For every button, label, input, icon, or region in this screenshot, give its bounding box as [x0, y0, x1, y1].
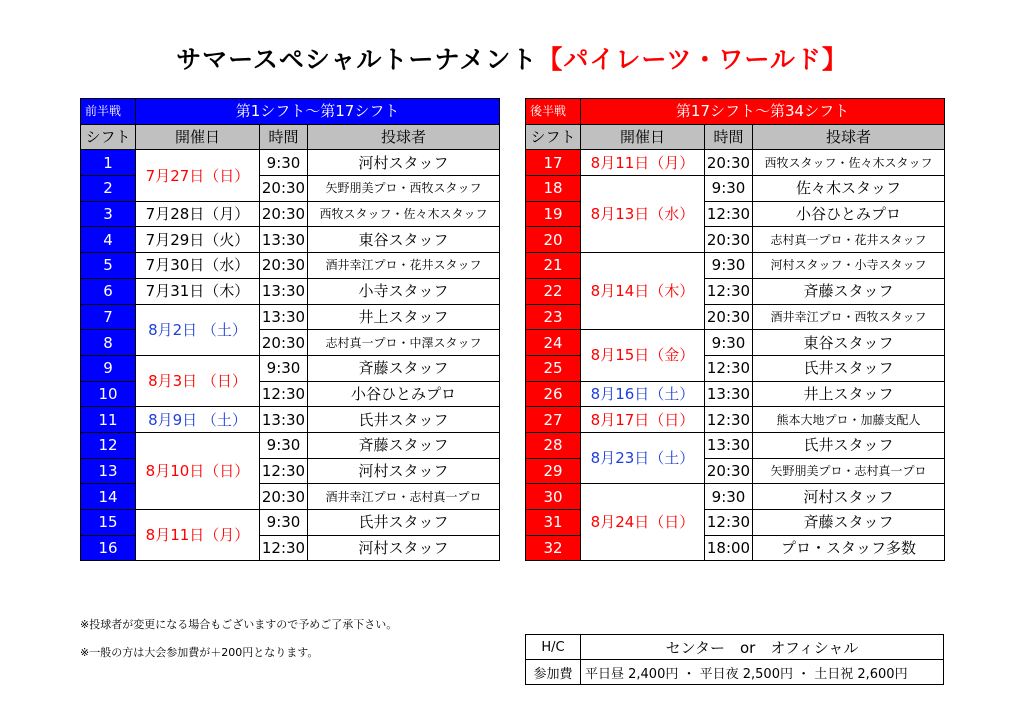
fee-row-price: [526, 660, 944, 685]
shift-number: 8: [81, 330, 136, 356]
pitcher-name: 井上スタッフ: [753, 381, 945, 407]
shift-number: 5: [81, 253, 136, 279]
table-row: [526, 432, 945, 458]
pitcher-name: 小寺スタッフ: [308, 278, 500, 304]
shift-time: 12:30: [705, 355, 753, 381]
second-half-schedule-table: [525, 98, 945, 561]
shift-time: 12:30: [705, 510, 753, 536]
shift-number: 3: [81, 201, 136, 227]
shift-time: 9:30: [705, 484, 753, 510]
second-half-label: 後半戦: [526, 99, 581, 125]
shift-time: 20:30: [260, 201, 308, 227]
shift-time: 20:30: [260, 253, 308, 279]
table-row: [526, 176, 945, 202]
pitcher-name: 佐々木スタッフ: [753, 176, 945, 202]
shift-time: 13:30: [705, 381, 753, 407]
pitcher-name: 河村スタッフ: [308, 535, 500, 561]
hc-value: センター or オフィシャル: [581, 635, 944, 660]
title-accent: 【パイレーツ・ワールド】: [537, 45, 848, 74]
fee-row-hc: [526, 635, 944, 660]
shift-number: 20: [526, 227, 581, 253]
shift-time: 9:30: [705, 330, 753, 356]
shift-number: 10: [81, 381, 136, 407]
shift-time: 20:30: [705, 458, 753, 484]
shift-number: 6: [81, 278, 136, 304]
table-row: [81, 227, 500, 253]
pitcher-name: 志村真一プロ・中澤スタッフ: [308, 330, 500, 356]
pitcher-name: プロ・スタッフ多数: [753, 535, 945, 561]
shift-time: 9:30: [260, 150, 308, 176]
table-row: [526, 330, 945, 356]
header-time: 時間: [260, 124, 308, 150]
table-row: [81, 278, 500, 304]
pitcher-name: 志村真一プロ・花井スタッフ: [753, 227, 945, 253]
pitcher-name: 斉藤スタッフ: [753, 510, 945, 536]
event-date: 8月14日（木）: [581, 253, 705, 330]
first-half-schedule-table: [80, 98, 500, 561]
shift-number: 32: [526, 535, 581, 561]
pitcher-name: 氏井スタッフ: [308, 407, 500, 433]
event-date: 7月27日（日）: [136, 150, 260, 201]
pitcher-name: 氏井スタッフ: [308, 510, 500, 536]
title-main: サマースペシャルトーナメント: [176, 45, 538, 74]
shift-time: 13:30: [260, 227, 308, 253]
header-date: 開催日: [581, 124, 705, 150]
pitcher-name: 井上スタッフ: [308, 304, 500, 330]
fee-label: 参加費: [526, 660, 581, 685]
table-header-row: [81, 124, 500, 150]
shift-time: 12:30: [705, 407, 753, 433]
event-date: 8月9日 （土）: [136, 407, 260, 433]
table-row: [526, 150, 945, 176]
pitcher-name: 斉藤スタッフ: [308, 432, 500, 458]
pitcher-name: 河村スタッフ: [753, 484, 945, 510]
pitcher-name: 河村スタッフ: [308, 150, 500, 176]
shift-number: 21: [526, 253, 581, 279]
shift-time: 13:30: [260, 407, 308, 433]
shift-number: 19: [526, 201, 581, 227]
shift-number: 9: [81, 355, 136, 381]
shift-time: 13:30: [705, 432, 753, 458]
table-row: [81, 150, 500, 176]
shift-number: 28: [526, 432, 581, 458]
shift-time: 20:30: [260, 484, 308, 510]
shift-time: 9:30: [260, 510, 308, 536]
first-half-range: 第1シフト～第17シフト: [136, 99, 500, 125]
pitcher-name: 熊本大地プロ・加藤支配人: [753, 407, 945, 433]
shift-time: 13:30: [260, 278, 308, 304]
header-time: 時間: [705, 124, 753, 150]
shift-number: 23: [526, 304, 581, 330]
shift-time: 18:00: [705, 535, 753, 561]
shift-number: 2: [81, 176, 136, 202]
shift-number: 26: [526, 381, 581, 407]
shift-number: 16: [81, 535, 136, 561]
header-shift: シフト: [81, 124, 136, 150]
event-date: 8月13日（水）: [581, 176, 705, 253]
second-half-range: 第17シフト～第34シフト: [581, 99, 945, 125]
shift-time: 20:30: [260, 176, 308, 202]
table-row: [81, 510, 500, 536]
header-shift: シフト: [526, 124, 581, 150]
table-row: [81, 432, 500, 458]
shift-number: 17: [526, 150, 581, 176]
shift-time: 12:30: [260, 535, 308, 561]
shift-time: 9:30: [260, 355, 308, 381]
table-row: [526, 253, 945, 279]
shift-number: 13: [81, 458, 136, 484]
first-half-label: 前半戦: [81, 99, 136, 125]
shift-number: 14: [81, 484, 136, 510]
table-row: [526, 381, 945, 407]
shift-time: 12:30: [705, 278, 753, 304]
shift-number: 12: [81, 432, 136, 458]
shift-time: 9:30: [705, 253, 753, 279]
shift-number: 15: [81, 510, 136, 536]
shift-number: 11: [81, 407, 136, 433]
table-row: [81, 304, 500, 330]
shift-time: 20:30: [260, 330, 308, 356]
event-date: 8月16日（土）: [581, 381, 705, 407]
event-date: 8月24日（日）: [581, 484, 705, 561]
shift-number: 18: [526, 176, 581, 202]
shift-number: 7: [81, 304, 136, 330]
first-half-band: [81, 99, 500, 125]
table-row: [81, 253, 500, 279]
event-date: 8月23日（土）: [581, 432, 705, 483]
event-date: 7月28日（月）: [136, 201, 260, 227]
pitcher-name: 酒井幸江プロ・西牧スタッフ: [753, 304, 945, 330]
shift-time: 12:30: [260, 458, 308, 484]
table-header-row: [526, 124, 945, 150]
event-date: 8月10日（日）: [136, 432, 260, 509]
shift-number: 24: [526, 330, 581, 356]
event-date: 8月17日（日）: [581, 407, 705, 433]
shift-number: 25: [526, 355, 581, 381]
shift-time: 13:30: [260, 304, 308, 330]
shift-number: 4: [81, 227, 136, 253]
shift-number: 22: [526, 278, 581, 304]
event-date: 7月30日（水）: [136, 253, 260, 279]
hc-label: H/C: [526, 635, 581, 660]
pitcher-name: 斉藤スタッフ: [308, 355, 500, 381]
note-pitcher-change: ※投球者が変更になる場合もございますので予めご了承下さい。: [80, 618, 398, 631]
event-date: 7月29日（火）: [136, 227, 260, 253]
pitcher-name: 東谷スタッフ: [308, 227, 500, 253]
event-date: 8月3日 （日）: [136, 355, 260, 406]
shift-time: 12:30: [260, 381, 308, 407]
shift-number: 27: [526, 407, 581, 433]
pitcher-name: 氏井スタッフ: [753, 355, 945, 381]
note-general-fee: ※一般の方は大会参加費が＋200円となります。: [80, 646, 319, 659]
pitcher-name: 河村スタッフ・小寺スタッフ: [753, 253, 945, 279]
second-half-band: [526, 99, 945, 125]
table-row: [81, 407, 500, 433]
shift-number: 1: [81, 150, 136, 176]
event-date: 8月11日（月）: [581, 150, 705, 176]
shift-number: 31: [526, 510, 581, 536]
page-title: [0, 40, 1024, 76]
shift-time: 20:30: [705, 150, 753, 176]
pitcher-name: 河村スタッフ: [308, 458, 500, 484]
pitcher-name: 東谷スタッフ: [753, 330, 945, 356]
pitcher-name: 西牧スタッフ・佐々木スタッフ: [753, 150, 945, 176]
pitcher-name: 氏井スタッフ: [753, 432, 945, 458]
table-row: [81, 355, 500, 381]
shift-time: 20:30: [705, 227, 753, 253]
fee-value: 平日昼 2,400円 ・ 平日夜 2,500円 ・ 土日祝 2,600円: [581, 660, 944, 685]
pitcher-name: 矢野朋美プロ・志村真一プロ: [753, 458, 945, 484]
header-pitcher: 投球者: [308, 124, 500, 150]
event-date: 7月31日（木）: [136, 278, 260, 304]
header-date: 開催日: [136, 124, 260, 150]
fee-table: [525, 634, 944, 685]
pitcher-name: 酒井幸江プロ・志村真一プロ: [308, 484, 500, 510]
header-pitcher: 投球者: [753, 124, 945, 150]
pitcher-name: 西牧スタッフ・佐々木スタッフ: [308, 201, 500, 227]
event-date: 8月11日（月）: [136, 510, 260, 561]
table-row: [526, 407, 945, 433]
shift-number: 30: [526, 484, 581, 510]
pitcher-name: 矢野朋美プロ・西牧スタッフ: [308, 176, 500, 202]
pitcher-name: 小谷ひとみプロ: [753, 201, 945, 227]
shift-time: 9:30: [705, 176, 753, 202]
pitcher-name: 斉藤スタッフ: [753, 278, 945, 304]
table-row: [526, 484, 945, 510]
shift-time: 12:30: [705, 201, 753, 227]
shift-number: 29: [526, 458, 581, 484]
pitcher-name: 小谷ひとみプロ: [308, 381, 500, 407]
pitcher-name: 酒井幸江プロ・花井スタッフ: [308, 253, 500, 279]
table-row: [81, 201, 500, 227]
event-date: 8月15日（金）: [581, 330, 705, 381]
event-date: 8月2日 （土）: [136, 304, 260, 355]
shift-time: 20:30: [705, 304, 753, 330]
shift-time: 9:30: [260, 432, 308, 458]
